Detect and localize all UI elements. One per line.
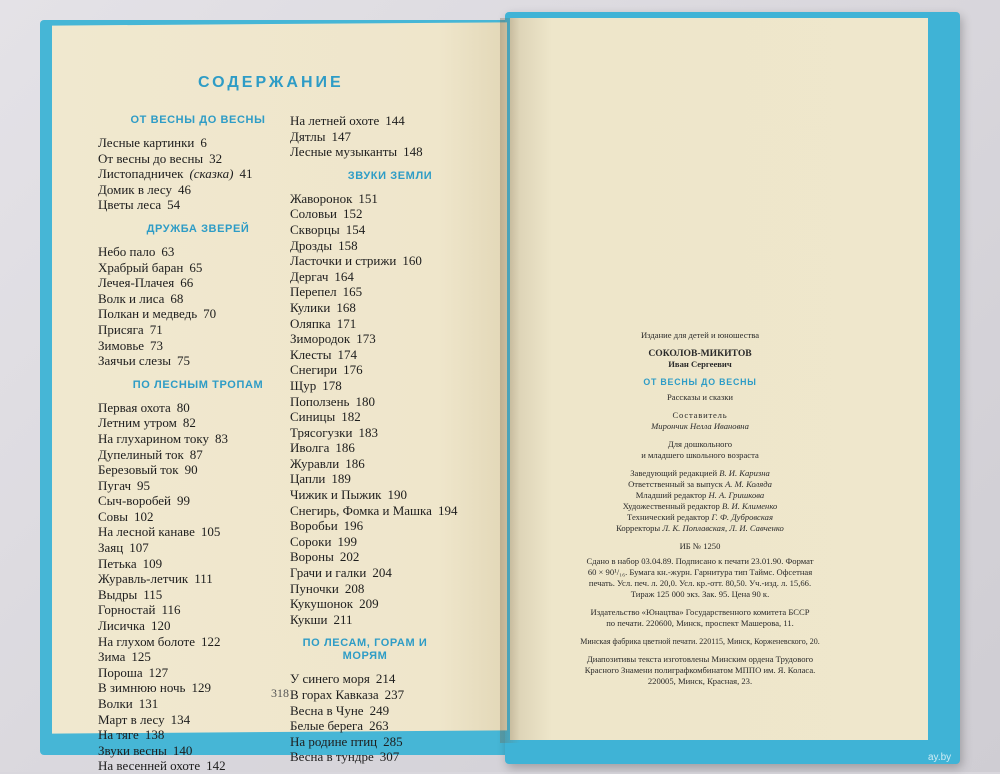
toc-entry xyxy=(98,322,298,338)
toc-entry-page: 208 xyxy=(344,580,365,596)
toc-entry-page: 87 xyxy=(189,446,203,462)
toc-entry-title: Совы xyxy=(98,508,129,524)
slides-line: Диапозитивы текста изготовлены Минским ордена Трудового xyxy=(586,654,814,664)
toc-entry xyxy=(290,687,490,703)
toc-entry-page: 138 xyxy=(144,727,165,743)
toc-entry xyxy=(290,144,490,160)
toc-entry-title: Звуки весны xyxy=(98,742,167,758)
toc-section-heading: ОТ ВЕСНЫ ДО ВЕСНЫ xyxy=(130,114,266,126)
book-title: ОТ ВЕСНЫ ДО ВЕСНЫ xyxy=(643,377,757,387)
toc-entry-page: 196 xyxy=(343,518,364,534)
toc-entry-page: 285 xyxy=(383,733,403,749)
toc-entry-title: Лисичка xyxy=(98,618,145,634)
toc-entry-title: Клесты xyxy=(290,346,332,362)
toc-entry-title: Цапли xyxy=(290,471,326,487)
toc-entry xyxy=(98,462,298,478)
toc-entry xyxy=(290,362,490,378)
toc-entry-title: На лесной канаве xyxy=(98,524,195,540)
toc-entry-page: 46 xyxy=(177,181,191,197)
toc-entry-title: Снегири xyxy=(290,362,338,378)
toc-entry xyxy=(98,306,298,322)
toc-entry xyxy=(98,665,298,681)
staff-row xyxy=(560,512,840,523)
toc-entry xyxy=(98,244,298,260)
toc-entry-title: Воробьи xyxy=(290,518,338,534)
toc-entry xyxy=(290,518,490,534)
toc-entry-page: 190 xyxy=(387,487,407,503)
toc-entry-page: 211 xyxy=(333,611,353,627)
toc-entry-title: Зима xyxy=(98,649,126,665)
toc-entry-page: 176 xyxy=(343,362,363,378)
toc-entry-page: 127 xyxy=(148,664,169,680)
toc-entry xyxy=(98,415,298,431)
toc-entry-page: 116 xyxy=(161,602,181,618)
toc-entry xyxy=(98,338,298,354)
toc-entry-title: Небо пало xyxy=(98,243,156,259)
toc-entry-title: На глухом болоте xyxy=(98,633,196,649)
toc-entry-page: 182 xyxy=(341,409,361,425)
toc-entry-page: 209 xyxy=(359,596,379,612)
toc-entry-title: Белые берега xyxy=(290,718,364,734)
toc-entry-page: 105 xyxy=(200,524,221,540)
toc-entry-page: 160 xyxy=(402,253,422,269)
toc-entry-page: 107 xyxy=(129,540,149,556)
toc-entry xyxy=(98,135,298,151)
toc-entry xyxy=(98,400,298,416)
toc-entry-page: 54 xyxy=(167,197,181,213)
toc-entry-page: 180 xyxy=(355,393,375,409)
compiler-label: Составитель xyxy=(672,410,728,420)
toc-entry-page: 147 xyxy=(331,128,351,144)
toc-entry xyxy=(98,447,298,463)
toc-entry-title: Летним утром xyxy=(98,415,177,431)
toc-entry-title: На глухарином току xyxy=(98,430,209,446)
toc-entry-title: Дергач xyxy=(290,268,329,284)
toc-entry-title: В зимнюю ночь xyxy=(98,680,186,696)
toc-entry xyxy=(290,581,490,597)
toc-entry-title: Листопадничек xyxy=(98,166,184,182)
toc-entry-page: 95 xyxy=(137,477,151,493)
toc-entry-title: Кулики xyxy=(290,299,331,315)
print-line: Сдано в набор 03.04.89. Подписано к печати 23.01.90. Формат xyxy=(586,556,814,566)
toc-entry-title: В горах Кавказа xyxy=(290,687,379,702)
toc-entry xyxy=(98,618,298,634)
slides-line: 220005, Минск, Красная, 23. xyxy=(647,676,753,686)
staff-list xyxy=(560,468,840,534)
toc-entry-title: Петька xyxy=(98,555,137,571)
toc-entry-page: 75 xyxy=(177,353,190,369)
toc-entry xyxy=(98,743,298,759)
toc-entry xyxy=(98,649,298,665)
toc-entry xyxy=(290,549,490,565)
toc-entry xyxy=(290,284,490,300)
toc-entry-page: 171 xyxy=(336,315,357,331)
toc-entry xyxy=(98,151,298,167)
toc-entry-title: Храбрый баран xyxy=(98,259,184,275)
publisher-line: по печати. 220600, Минск, проспект Машерова, 11. xyxy=(606,618,794,628)
toc-entry xyxy=(98,727,298,743)
staff-row xyxy=(560,468,840,479)
staff-name: Н. А. Гришкова xyxy=(708,490,765,500)
staff-role: Художественный редактор xyxy=(622,501,722,511)
toc-entry-title: Дупелиный ток xyxy=(98,446,184,462)
staff-name: Г. Ф. Дубровская xyxy=(711,512,773,522)
toc-entry xyxy=(290,456,490,472)
toc-entry xyxy=(98,524,298,540)
toc-entry xyxy=(290,534,490,550)
toc-entry-page: 158 xyxy=(338,237,358,253)
toc-entry-page: 111 xyxy=(194,571,213,587)
toc-entry xyxy=(290,612,490,628)
toc-entry-title: Ласточки и стрижи xyxy=(290,253,397,269)
toc-entry-page: 99 xyxy=(177,493,190,509)
toc-entry-page: 152 xyxy=(343,206,363,222)
staff-role: Технический редактор xyxy=(627,512,712,522)
staff-row xyxy=(560,523,840,534)
toc-entry-title: Березовый ток xyxy=(98,462,179,478)
toc-entry-page: 202 xyxy=(339,549,360,565)
staff-role: Корректоры xyxy=(616,523,663,533)
toc-entry-page: 183 xyxy=(358,424,378,440)
toc-entry-page: 102 xyxy=(134,508,154,524)
book-gutter xyxy=(500,18,520,743)
toc-entry-page: 68 xyxy=(170,290,184,306)
toc-entry-title: Пугач xyxy=(98,477,132,493)
publisher-line: Издательство «Юнацтва» Государственного комитета БССР xyxy=(590,607,810,617)
toc-entry xyxy=(290,300,490,316)
toc-entry-page: 189 xyxy=(331,471,351,487)
toc-entry xyxy=(290,191,490,207)
toc-entry-title: Домик в лесу xyxy=(98,181,172,197)
toc-entry-title: Иволга xyxy=(290,440,330,456)
toc-section-heading: ПО ЛЕСНЫМ ТРОПАМ xyxy=(132,378,264,391)
toc-entry-page: 204 xyxy=(372,565,392,581)
toc-entry xyxy=(98,696,298,712)
ib-number: ИБ № 1250 xyxy=(679,541,721,551)
toc-entry-title: Присяга xyxy=(98,321,144,337)
toc-entry xyxy=(290,471,490,487)
toc-entry-page: 32 xyxy=(209,150,223,166)
factory-details: Минская фабрика цветной печати. 220115, Минск, Корженевского, 20. xyxy=(580,637,820,646)
watermark: ay.by xyxy=(928,752,952,763)
toc-entry xyxy=(290,734,490,750)
toc-entry xyxy=(98,166,298,182)
toc-entry-page: 122 xyxy=(201,633,221,649)
audience-line-1: Для дошкольного xyxy=(667,439,733,449)
toc-entry-page: 237 xyxy=(384,687,405,702)
toc-entry-page: 129 xyxy=(191,680,211,696)
toc-entry xyxy=(290,347,490,363)
audience-line-2: и младшего школьного возраста xyxy=(641,450,759,460)
toc-column-2 xyxy=(290,113,490,765)
toc-entry-title: Лечея-Плачея xyxy=(98,275,175,291)
toc-entry-page: 154 xyxy=(345,221,366,237)
toc-section-heading: ЗВУКИ ЗЕМЛИ xyxy=(347,169,433,182)
toc-entry xyxy=(290,113,490,129)
toc-entry-title: Сыч-воробей xyxy=(98,493,171,509)
toc-entry-title: На летней охоте xyxy=(290,113,380,128)
slides-details xyxy=(560,654,840,687)
staff-name: В. И. Каризна xyxy=(719,468,770,478)
toc-entry xyxy=(290,378,490,394)
toc-entry xyxy=(290,503,490,519)
toc-entry xyxy=(290,703,490,719)
toc-entry xyxy=(290,253,490,269)
staff-name: А. М. Коляда xyxy=(725,479,772,489)
toc-entry-page: 125 xyxy=(131,649,151,665)
toc-entry-title: Зимовье xyxy=(98,337,145,353)
toc-entry-title: На весенней охоте xyxy=(98,758,201,774)
toc-entry xyxy=(290,316,490,332)
toc-entry-title: Грачи и галки xyxy=(290,565,367,581)
toc-entry-page: 142 xyxy=(206,758,226,774)
toc-entry-title: Пороша xyxy=(98,664,143,680)
toc-entry xyxy=(98,197,298,213)
toc-entry xyxy=(98,431,298,447)
toc-entry xyxy=(290,409,490,425)
toc-entry-page: 168 xyxy=(336,299,356,315)
toc-entry-page: 120 xyxy=(150,618,171,634)
toc-entry-page: 134 xyxy=(170,711,191,727)
toc-entry xyxy=(98,478,298,494)
toc-entry-title: Сороки xyxy=(290,533,332,549)
print-details xyxy=(560,556,840,600)
toc-entry-title: От весны до весны xyxy=(98,150,204,166)
toc-entry-page: 131 xyxy=(138,696,159,711)
toc-entry-page: 199 xyxy=(337,533,357,549)
toc-section-heading: ДРУЖБА ЗВЕРЕЙ xyxy=(146,222,250,235)
genre: Рассказы и сказки xyxy=(667,392,733,402)
toc-entry xyxy=(290,440,490,456)
toc-entry xyxy=(290,671,490,687)
publisher-details xyxy=(560,607,840,629)
toc-entry-page: 186 xyxy=(335,440,355,456)
toc-entry-page: 83 xyxy=(214,430,228,446)
toc-entry-title: Снегирь, Фомка и Машка xyxy=(290,502,432,518)
toc-entry-page: 173 xyxy=(356,331,376,347)
toc-entry-page: 165 xyxy=(342,284,363,300)
toc-entry-page: 214 xyxy=(375,671,396,687)
page-number: 318 xyxy=(271,686,289,700)
toc-section-heading: ПО ЛЕСАМ, ГОРАМ И МОРЯМ xyxy=(302,637,428,663)
staff-name: Л. К. Поплавская, Л. И. Савченко xyxy=(662,523,784,533)
toc-entry xyxy=(290,596,490,612)
toc-entry xyxy=(290,206,490,222)
compiler-name: Мирончик Нелла Ивановна xyxy=(651,421,749,431)
toc-entry-title: Оляпка xyxy=(290,315,331,331)
toc-entry-page: 307 xyxy=(379,749,400,765)
toc-entry-title: Кукши xyxy=(290,611,328,627)
print-line: Тираж 125 000 экз. Зак. 95. Цена 90 к. xyxy=(630,589,770,599)
toc-entry-page: 90 xyxy=(184,462,198,478)
toc-entry xyxy=(98,712,298,728)
toc-entry-title: Лесные картинки xyxy=(98,135,195,150)
toc-entry xyxy=(98,556,298,572)
toc-entry xyxy=(98,602,298,618)
staff-role: Ответственный за выпуск xyxy=(628,479,726,489)
staff-row xyxy=(560,479,840,490)
toc-entry-title: Трясогузки xyxy=(290,424,353,440)
toc-entry-title: Перепел xyxy=(290,284,337,300)
toc-entry xyxy=(290,749,490,765)
toc-entry xyxy=(290,238,490,254)
staff-name: В. И. Клименко xyxy=(721,501,778,511)
toc-entry-title: Волк и лиса xyxy=(98,290,165,306)
toc-entry-title: Пуночки xyxy=(290,580,339,596)
toc-entry-page: 151 xyxy=(358,190,378,206)
toc-entry-title: Горностай xyxy=(98,602,156,618)
toc-entry-title: Кукушонок xyxy=(290,596,354,612)
toc-entry xyxy=(290,129,490,145)
toc-entry-page: 115 xyxy=(143,586,163,602)
toc-entry-page: 144 xyxy=(385,113,405,128)
toc-entry-page: 174 xyxy=(337,346,357,362)
toc-entry xyxy=(98,493,298,509)
toc-entry-title: Весна в Чуне xyxy=(290,702,364,718)
toc-entry-page: 194 xyxy=(437,502,458,518)
toc-entry-title: Скворцы xyxy=(290,221,340,237)
toc-entry xyxy=(98,291,298,307)
toc-entry xyxy=(98,587,298,603)
toc-entry-title: Жаворонок xyxy=(290,190,353,206)
toc-entry-title: Выдры xyxy=(98,586,138,602)
author-name: Иван Сергеевич xyxy=(668,359,732,369)
toc-entry-page: 80 xyxy=(176,399,190,415)
staff-row xyxy=(560,490,840,501)
toc-entry-page: 140 xyxy=(172,742,193,758)
toc-column-1 xyxy=(98,114,298,774)
toc-entry-page: 249 xyxy=(369,702,390,718)
toc-entry-page: 109 xyxy=(142,555,163,571)
toc-entry xyxy=(98,571,298,587)
toc-entry-title: Вороны xyxy=(290,549,334,565)
toc-entry xyxy=(98,680,298,696)
author-surname: СОКОЛОВ-МИКИТОВ xyxy=(648,348,752,359)
toc-entry-note: (сказка) xyxy=(189,166,234,182)
toc-entry-title: Чижик и Пыжик xyxy=(290,487,382,503)
toc-entry xyxy=(290,487,490,503)
toc-entry-page: 71 xyxy=(149,321,163,337)
toc-entry xyxy=(290,222,490,238)
toc-entry-title: Журавль-летчик xyxy=(98,571,189,587)
toc-entry-title: Заячьи слезы xyxy=(98,353,171,369)
toc-entry xyxy=(98,260,298,276)
toc-entry-page: 178 xyxy=(322,377,342,393)
toc-entry-page: 70 xyxy=(203,306,217,322)
toc-entry-title: Дрозды xyxy=(290,237,333,253)
toc-entry-page: 263 xyxy=(369,718,389,734)
toc-entry xyxy=(98,634,298,650)
toc-entry-title: Март в лесу xyxy=(98,711,165,727)
toc-entry-page: 73 xyxy=(150,337,164,353)
toc-entry-title: Зимородок xyxy=(290,331,351,347)
toc-entry-title: Лесные музыканты xyxy=(290,144,398,160)
toc-entry-title: Цветы леса xyxy=(98,197,162,213)
toc-entry xyxy=(98,509,298,525)
print-line: печать. Усл. печ. л. 20,0. Усл. кр.-отт. 80,50. Уч.-изд. л. 15,66. xyxy=(588,578,812,588)
toc-entry-title: Соловьи xyxy=(290,206,338,222)
edition-note: Издание для детей и юношества xyxy=(640,330,760,340)
toc-entry-page: 82 xyxy=(182,415,196,431)
toc-entry xyxy=(290,394,490,410)
toc-entry-title: На тяге xyxy=(98,727,139,743)
toc-title: СОДЕРЖАНИЕ xyxy=(198,74,344,91)
slides-line: Красного Знамени полиграфкомбинатом МППО им. Я. Коласа. xyxy=(584,665,816,675)
toc-entry-page: 186 xyxy=(345,455,365,471)
toc-entry-page: 148 xyxy=(403,144,423,160)
toc-entry-page: 66 xyxy=(180,275,194,291)
toc-entry-title: На родине птиц xyxy=(290,733,378,749)
staff-row xyxy=(560,501,840,512)
toc-entry-title: Весна в тундре xyxy=(290,749,374,765)
toc-entry xyxy=(290,718,490,734)
toc-entry-page: 41 xyxy=(239,166,253,182)
toc-entry-title: Заяц xyxy=(98,540,124,556)
toc-entry-title: Щур xyxy=(290,377,317,393)
toc-entry xyxy=(290,331,490,347)
staff-role: Заведующий редакцией xyxy=(630,468,720,478)
toc-entry-title: Полкан и медведь xyxy=(98,306,198,322)
toc-entry-title: Синицы xyxy=(290,409,336,425)
toc-entry-page: 164 xyxy=(334,268,354,284)
toc-entry-page: 6 xyxy=(200,135,207,150)
toc-entry xyxy=(290,565,490,581)
toc-entry-title: Первая охота xyxy=(98,399,171,415)
toc-entry-page: 63 xyxy=(161,243,175,259)
staff-role: Младший редактор xyxy=(635,490,709,500)
toc-entry-title: Журавли xyxy=(290,455,340,471)
toc-entry xyxy=(98,182,298,198)
toc-entry-title: Поползень xyxy=(290,393,350,409)
toc-entry-title: Дятлы xyxy=(290,128,326,144)
toc-entry-page: 65 xyxy=(189,259,203,275)
toc-entry xyxy=(290,425,490,441)
toc-entry xyxy=(98,275,298,291)
print-line: 60 × 90¹/₁₆. Бумага кн.-журн. Гарнитура тип Таймс. Офсетная xyxy=(587,567,813,577)
toc-entry xyxy=(290,269,490,285)
toc-entry xyxy=(98,540,298,556)
toc-entry xyxy=(98,353,298,369)
toc-entry-title: Волки xyxy=(98,696,133,711)
imprint-block xyxy=(560,330,840,687)
toc-entry-title: У синего моря xyxy=(290,671,370,687)
